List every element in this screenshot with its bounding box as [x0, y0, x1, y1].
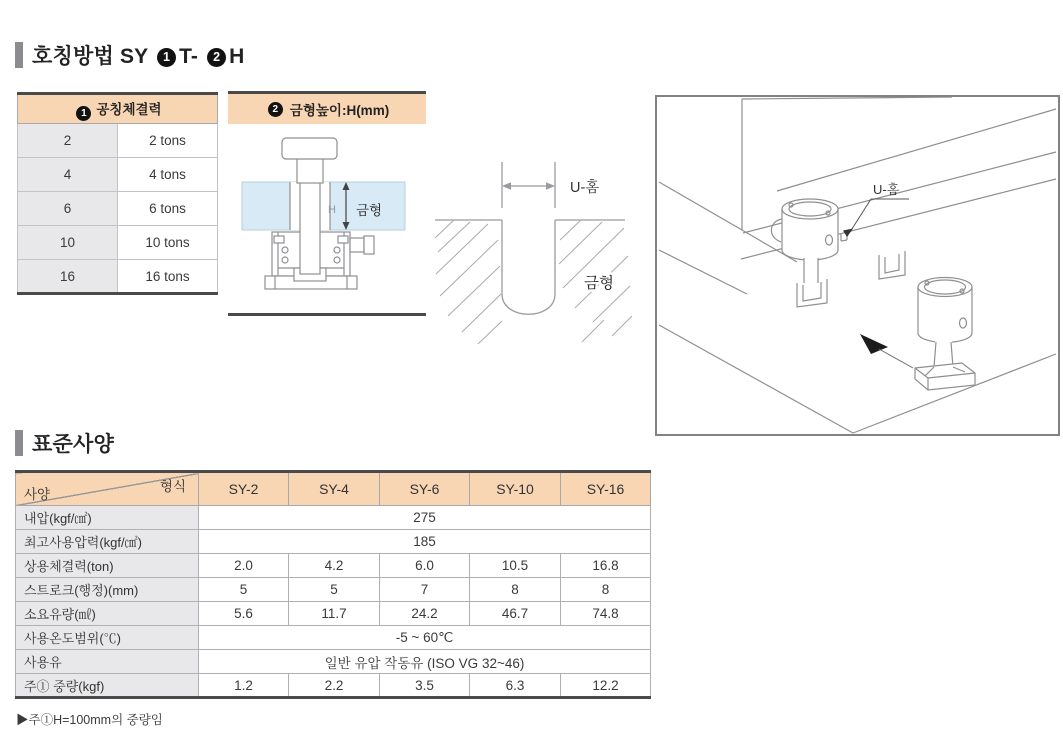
- spec-row-label: 사용유: [16, 650, 199, 674]
- force-code-cell: 16: [18, 260, 118, 294]
- force-code-cell: 4: [18, 158, 118, 192]
- spec-row-label: 상용체결력(ton): [16, 554, 199, 578]
- model-column-header: SY-16: [561, 472, 651, 506]
- section-marker-bar: [15, 42, 23, 68]
- spec-value-cell: 5: [289, 578, 380, 602]
- spec-value-cell: 8: [561, 578, 651, 602]
- spec-row-label: 사용온도범위(℃): [16, 626, 199, 650]
- force-value-cell: 6 tons: [118, 192, 218, 226]
- spec-value-cell: 6.0: [380, 554, 470, 578]
- force-table-header: [18, 94, 218, 124]
- force-code-cell: 6: [18, 192, 118, 226]
- spec-value-cell: 5.6: [199, 602, 289, 626]
- u-groove-figure: [432, 146, 642, 358]
- table-row: [16, 626, 651, 650]
- title-prefix: 호칭방법 SY: [32, 45, 149, 68]
- spec-value-cell: 46.7: [470, 602, 561, 626]
- spec-value-cell: 3.5: [380, 674, 470, 698]
- spec-value-cell: 74.8: [561, 602, 651, 626]
- corner-label-spec: 사양: [24, 487, 51, 502]
- spec-value-cell: 12.2: [561, 674, 651, 698]
- spec-value-cell: 16.8: [561, 554, 651, 578]
- force-table-header-row: [18, 94, 218, 124]
- table-row: [18, 192, 218, 226]
- table-row: [18, 124, 218, 158]
- weight-footnote: ▶주①H=100mm의 중량임: [16, 713, 163, 727]
- spec-span-cell: 185: [199, 530, 651, 554]
- force-value-cell: 2 tons: [118, 124, 218, 158]
- circled-1-badge: 1: [76, 106, 91, 121]
- force-table-header-label: 공칭체결력: [96, 101, 162, 117]
- section-marker-bar: [15, 430, 23, 456]
- circled-1-badge: 1: [157, 48, 176, 67]
- table-row: [16, 530, 651, 554]
- title-mid: T-: [179, 45, 199, 68]
- table-row: [18, 226, 218, 260]
- spec-header-row: [16, 472, 651, 506]
- spec-section-heading: [15, 428, 114, 458]
- spec-value-cell: 7: [380, 578, 470, 602]
- height-dim-label: H: [328, 204, 336, 216]
- standard-spec-table: [15, 470, 651, 699]
- table-row: [16, 650, 651, 674]
- force-code-cell: 10: [18, 226, 118, 260]
- title-suffix: H: [229, 45, 245, 68]
- spec-value-cell: 8: [470, 578, 561, 602]
- table-row: [18, 260, 218, 294]
- force-value-cell: 4 tons: [118, 158, 218, 192]
- spec-section-title: 표준사양: [32, 433, 114, 456]
- spec-value-cell: 2.2: [289, 674, 380, 698]
- spec-value-cell: 2.0: [199, 554, 289, 578]
- mold-label: 금형: [356, 203, 383, 218]
- spec-span-cell: -5 ~ 60℃: [199, 626, 651, 650]
- naming-section-title: [32, 40, 245, 70]
- installation-drawing-box: [655, 95, 1060, 436]
- model-column-header: SY-2: [199, 472, 289, 506]
- mold-height-header: [228, 94, 426, 124]
- force-code-cell: 2: [18, 124, 118, 158]
- table-row: [16, 506, 651, 530]
- spec-value-cell: 10.5: [470, 554, 561, 578]
- spec-value-cell: 4.2: [289, 554, 380, 578]
- spec-row-label: 내압(kgf/㎠): [16, 506, 199, 530]
- table-row: [16, 674, 651, 698]
- circled-2-badge: 2: [268, 102, 283, 117]
- mold-height-panel: [228, 91, 426, 316]
- spec-span-cell: 275: [199, 506, 651, 530]
- installation-figure: [657, 97, 1058, 434]
- table-row: [18, 158, 218, 192]
- table-row: [16, 554, 651, 578]
- spec-corner-cell: [16, 472, 199, 506]
- cross-section-figure: [228, 124, 426, 308]
- spec-row-label: 최고사용압력(kgf/㎠): [16, 530, 199, 554]
- spec-value-cell: 11.7: [289, 602, 380, 626]
- naming-section-heading: [15, 40, 245, 70]
- force-value-cell: 10 tons: [118, 226, 218, 260]
- spec-row-label: 소요유량(㎖): [16, 602, 199, 626]
- spec-value-cell: 24.2: [380, 602, 470, 626]
- model-column-header: SY-10: [470, 472, 561, 506]
- model-column-header: SY-6: [380, 472, 470, 506]
- spec-row-label: 주① 중량(kgf): [16, 674, 199, 698]
- force-value-cell: 16 tons: [118, 260, 218, 294]
- spec-value-cell: 5: [199, 578, 289, 602]
- clamping-force-table: [17, 92, 218, 295]
- table-row: [16, 578, 651, 602]
- spec-value-cell: 6.3: [470, 674, 561, 698]
- mold-height-header-label: 금형높이:H(mm): [289, 103, 390, 118]
- u-groove-label: U-홈: [873, 182, 900, 197]
- spec-span-cell: 일반 유압 작동유 (ISO VG 32~46): [199, 650, 651, 674]
- spec-row-label: 스트로크(행정)(mm): [16, 578, 199, 602]
- model-column-header: SY-4: [289, 472, 380, 506]
- table-row: [16, 602, 651, 626]
- u-groove-label: U-홈: [570, 180, 600, 196]
- circled-2-badge: 2: [207, 48, 226, 67]
- corner-label-model: 형식: [159, 479, 186, 494]
- spec-value-cell: 1.2: [199, 674, 289, 698]
- mold-label: 금형: [584, 275, 614, 292]
